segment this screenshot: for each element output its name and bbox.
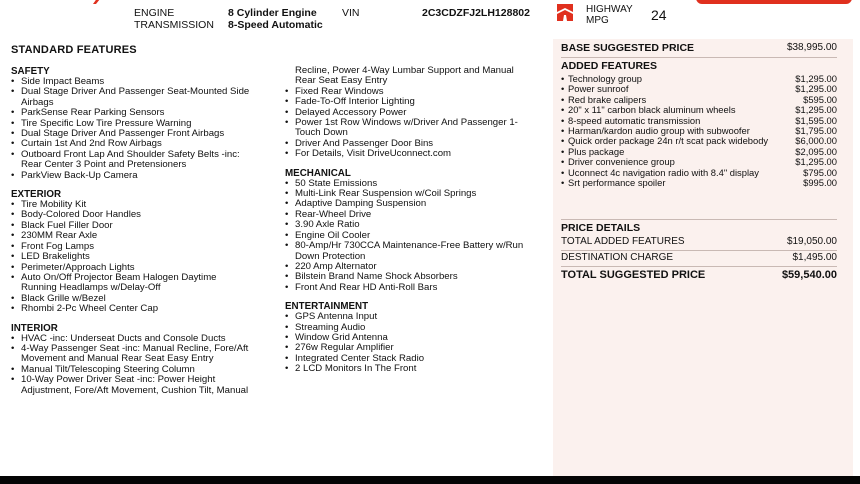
option-price: $1,295.00 <box>795 156 837 168</box>
option-name: • Red brake calipers <box>568 93 647 105</box>
engine-value: 8 Cylinder Engine <box>228 7 317 19</box>
option-name: • Harman/kardon audio group with subwoofer <box>568 125 750 137</box>
feature-item: • Integrated Center Stack Radio <box>285 354 547 364</box>
feature-item: • Body-Colored Door Handles <box>11 210 279 220</box>
feature-item: • 230MM Rear Axle <box>11 231 279 241</box>
option-price: $595.00 <box>803 93 837 105</box>
feature-item: Rear Center 3 Point and Pretensioners <box>21 159 187 171</box>
feature-item: • Tire Mobility Kit <box>11 200 279 210</box>
feature-item: • 2 LCD Monitors In The Front <box>285 364 547 374</box>
total-added-value: $19,050.00 <box>786 236 837 247</box>
section-heading: INTERIOR <box>11 322 58 334</box>
feature-item: • Black Grille w/Bezel <box>11 294 279 304</box>
feature-item: • 3.90 Axle Ratio <box>285 220 547 230</box>
feature-item: Movement and Manual Rear Seat Easy Entry <box>21 353 214 365</box>
feature-item: Running Headlamps w/Delay-Off <box>21 282 161 294</box>
feature-item: • Dual Stage Driver And Passenger Seat-Mounted Side <box>11 87 279 97</box>
option-name: • 8-speed automatic transmission <box>568 114 701 126</box>
transmission-value: 8-Speed Automatic <box>228 19 323 31</box>
feature-item: • Tire Specific Low Tire Pressure Warning <box>11 119 279 129</box>
feature-item: • GPS Antenna Input <box>285 312 547 322</box>
feature-item: • Perimeter/Approach Lights <box>11 263 279 273</box>
option-price: $1,795.00 <box>795 125 837 137</box>
feature-item: • LED Brakelights <box>11 252 279 262</box>
feature-item: • For Details, Visit DriveUconnect.com <box>285 149 547 159</box>
option-price: $1,295.00 <box>795 104 837 116</box>
feature-item: • Front Fog Lamps <box>11 242 279 252</box>
feature-item: Rear Seat Easy Entry <box>295 75 388 87</box>
feature-item: • Dual Stage Driver And Passenger Front Airbags <box>11 129 279 139</box>
feature-item: • Black Fuel Filler Door <box>11 221 279 231</box>
total-price-row <box>561 268 837 282</box>
total-added-label: TOTAL ADDED FEATURES <box>561 236 685 247</box>
feature-item: • Fade-To-Off Interior Lighting <box>285 97 547 107</box>
option-name: • Uconnect 4c navigation radio with 8.4" display <box>568 166 759 178</box>
footer-bar <box>0 476 860 484</box>
feature-section <box>285 168 547 293</box>
feature-item: • 220 Amp Alternator <box>285 262 547 272</box>
feature-item: • Side Impact Beams <box>11 77 279 87</box>
option-price: $1,595.00 <box>795 114 837 126</box>
added-features-title: ADDED FEATURES <box>561 60 658 72</box>
feature-item: Recline, Power 4-Way Lumbar Support and Manual <box>295 65 514 76</box>
feature-item: • ParkView Back-Up Camera <box>11 171 279 181</box>
feature-item: • Engine Oil Cooler <box>285 231 547 241</box>
features-column-1 <box>11 66 279 404</box>
feature-section <box>11 189 279 314</box>
feature-item: • Rear-Wheel Drive <box>285 210 547 220</box>
highway-road-icon <box>557 4 573 21</box>
base-price-label: BASE SUGGESTED PRICE <box>561 42 695 54</box>
feature-item: • HVAC -inc: Underseat Ducts and Console Ducts <box>11 334 279 344</box>
feature-item: • ParkSense Rear Parking Sensors <box>11 108 279 118</box>
feature-item: • 4-Way Passenger Seat -inc: Manual Recline, Fore/Aft <box>11 344 279 354</box>
total-price-value: $59,540.00 <box>781 269 837 281</box>
feature-item: Airbags <box>21 96 54 108</box>
base-price-value: $38,995.00 <box>786 42 837 53</box>
destination-row <box>561 251 837 265</box>
option-name: • Technology group <box>568 73 643 84</box>
feature-section <box>11 66 279 181</box>
highway-mpg-label: HIGHWAY MPG <box>586 4 633 26</box>
feature-item: • 80-Amp/Hr 730CCA Maintenance-Free Battery w/Run <box>285 241 547 251</box>
option-price: $795.00 <box>803 166 837 178</box>
option-row <box>561 178 837 188</box>
destination-value: $1,495.00 <box>792 252 837 263</box>
option-price: $6,000.00 <box>795 135 837 147</box>
vin-label: VIN <box>342 7 360 19</box>
feature-item: • Front And Rear HD Anti-Roll Bars <box>285 283 547 293</box>
section-heading: EXTERIOR <box>11 189 62 201</box>
destination-label: DESTINATION CHARGE <box>561 252 674 263</box>
feature-item: • Curtain 1st And 2nd Row Airbags <box>11 139 279 149</box>
pricing-divider <box>561 57 837 58</box>
feature-item: Adjustment, Fore/Aft Movement, Cushion Tilt, Manual <box>21 384 249 396</box>
engine-label: ENGINE <box>134 7 175 19</box>
feature-item: • Bilstein Brand Name Shock Absorbers <box>285 272 547 282</box>
feature-item: • 10-Way Power Driver Seat -inc: Power Height <box>11 375 279 385</box>
feature-item: • Driver And Passenger Door Bins <box>285 139 547 149</box>
logo-fragment-icon <box>86 0 104 4</box>
option-name: • Srt performance spoiler <box>568 177 666 189</box>
option-name: • Plus package <box>568 145 625 157</box>
sticker-header <box>0 0 860 40</box>
feature-item: • Rhombi 2-Pc Wheel Center Cap <box>11 304 279 314</box>
option-name: • 20" x 11" carbon black aluminum wheels <box>568 104 736 116</box>
feature-item: • Streaming Audio <box>285 323 547 333</box>
section-heading: ENTERTAINMENT <box>285 301 369 313</box>
features-column-2 <box>285 66 547 383</box>
pricing-divider <box>561 219 837 220</box>
vin-value: 2C3CDZFJ2LH128802 <box>422 7 530 19</box>
feature-section <box>285 301 547 374</box>
section-heading: MECHANICAL <box>285 167 351 179</box>
feature-item: • Auto On/Off Projector Beam Halogen Daytime <box>11 273 279 283</box>
feature-item: • Fixed Rear Windows <box>285 87 547 97</box>
section-heading: SAFETY <box>11 66 50 77</box>
highway-mpg-value: 24 <box>651 7 667 23</box>
feature-item: • 50 State Emissions <box>285 179 547 189</box>
option-price: $1,295.00 <box>795 83 837 95</box>
added-features-list <box>561 74 837 188</box>
option-name: • Quick order package 24n r/t scat pack widebody <box>568 135 769 147</box>
feature-section <box>11 323 279 396</box>
feature-item: Touch Down <box>295 127 348 139</box>
total-price-label: TOTAL SUGGESTED PRICE <box>561 269 706 281</box>
pricing-divider <box>561 266 837 267</box>
price-details-title: PRICE DETAILS <box>561 222 641 234</box>
feature-section-continued <box>285 66 547 160</box>
total-added-row <box>561 235 837 249</box>
feature-item: • Multi-Link Rear Suspension w/Coil Springs <box>285 189 547 199</box>
feature-item: • Adaptive Damping Suspension <box>285 199 547 209</box>
base-price-row <box>561 41 837 55</box>
feature-item: • Delayed Accessory Power <box>285 108 547 118</box>
option-price: $1,295.00 <box>795 73 837 84</box>
feature-item: • 276w Regular Amplifier <box>285 343 547 353</box>
feature-item: • Window Grid Antenna <box>285 333 547 343</box>
option-price: $2,095.00 <box>795 145 837 157</box>
feature-item: • Outboard Front Lap And Shoulder Safety Belts -inc: <box>11 150 279 160</box>
transmission-label: TRANSMISSION <box>134 19 214 31</box>
option-name: • Driver convenience group <box>568 156 675 168</box>
right-margin <box>853 39 860 476</box>
red-header-tab <box>696 0 852 4</box>
feature-item: Down Protection <box>295 250 366 262</box>
feature-item: • Manual Tilt/Telescoping Steering Column <box>11 365 279 375</box>
standard-features-title: STANDARD FEATURES <box>11 44 137 56</box>
option-name: • Power sunroof <box>568 83 629 95</box>
feature-item: • Power 1st Row Windows w/Driver And Passenger 1- <box>285 118 547 128</box>
option-price: $995.00 <box>803 177 837 189</box>
